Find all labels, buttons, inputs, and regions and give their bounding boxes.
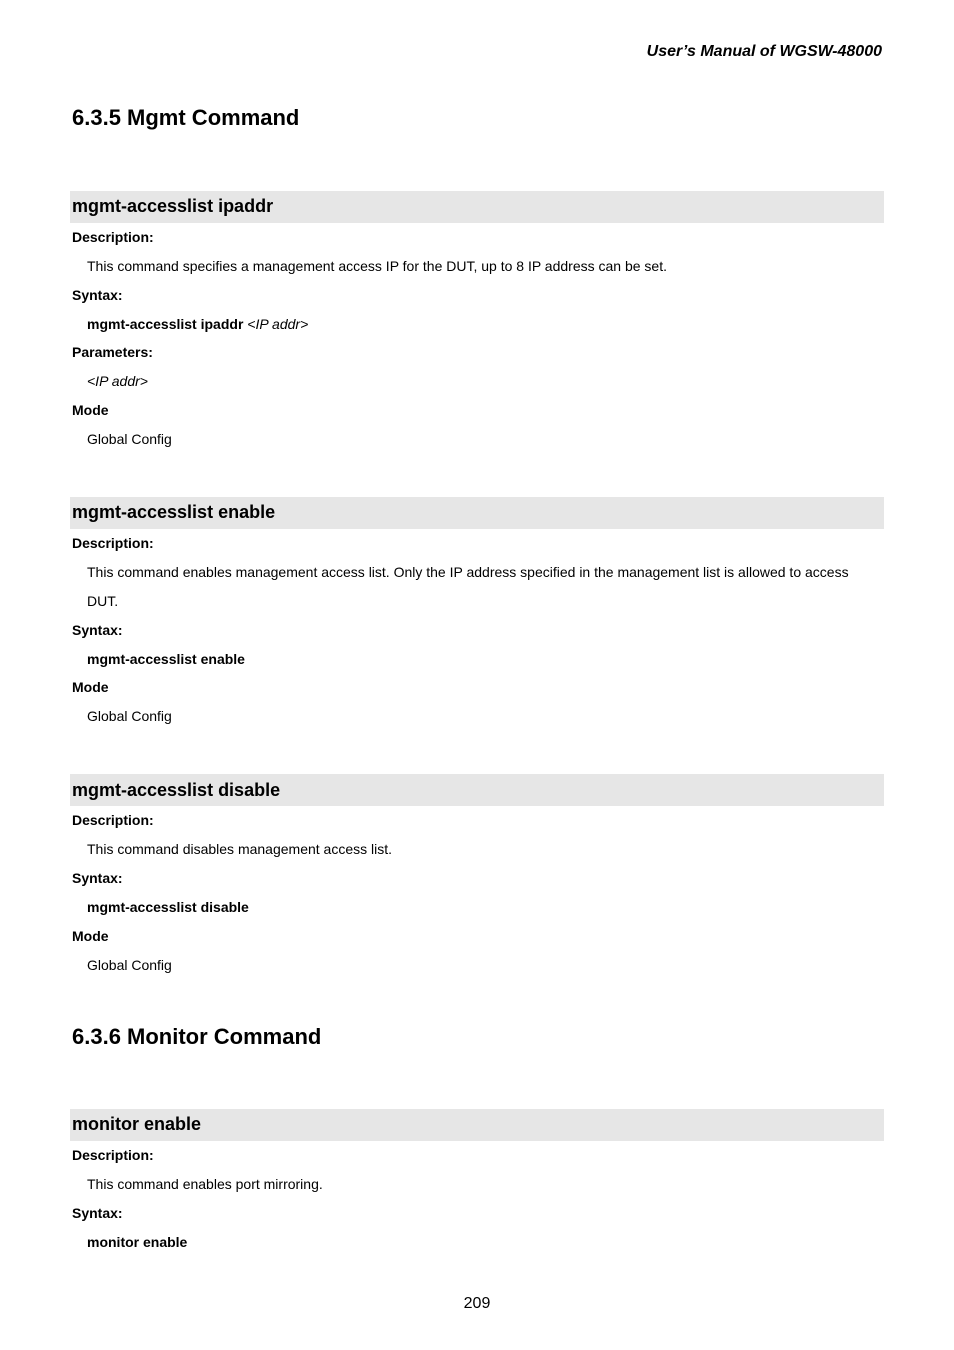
manual-title: User’s Manual of WGSW-48000: [646, 43, 882, 60]
syntax-command: mgmt-accesslist enable: [87, 651, 245, 667]
mode-label: Mode: [72, 402, 109, 418]
description-label: Description:: [72, 229, 154, 245]
description-label: Description:: [72, 812, 154, 828]
page-number: 209: [463, 1295, 491, 1312]
parameters-label: Parameters:: [72, 344, 153, 360]
mode-label: Mode: [72, 679, 109, 695]
section-heading-mgmt: 6.3.5 Mgmt Command: [72, 105, 300, 130]
description-label: Description:: [72, 535, 154, 551]
mode-text: Global Config: [87, 957, 172, 973]
description-text: This command disables management access list.: [87, 841, 393, 857]
description-text: This command enables port mirroring.: [87, 1176, 323, 1192]
command-title-enable: mgmt-accesslist enable: [72, 502, 276, 522]
mode-text: Global Config: [87, 708, 172, 724]
mode-label: Mode: [72, 928, 109, 944]
syntax-command: monitor enable: [87, 1234, 188, 1250]
syntax-command: mgmt-accesslist disable: [87, 899, 249, 915]
section-heading-monitor: 6.3.6 Monitor Command: [72, 1024, 322, 1049]
syntax-label: Syntax:: [72, 1205, 123, 1221]
command-title-ipaddr: mgmt-accesslist ipaddr: [72, 196, 274, 216]
command-title-monitor-enable: monitor enable: [72, 1114, 202, 1134]
command-title-disable: mgmt-accesslist disable: [72, 780, 281, 800]
description-text: This command enables management access list. Only the IP address specified in the management list is allowed to access: [87, 564, 849, 580]
syntax-command: mgmt-accesslist ipaddr: [87, 316, 244, 332]
mode-text: Global Config: [87, 431, 172, 447]
parameter-text: <IP addr>: [87, 373, 148, 389]
syntax-label: Syntax:: [72, 287, 123, 303]
description-text-continued: DUT.: [87, 593, 119, 609]
description-text: This command specifies a management access IP for the DUT, up to 8 IP address can be set.: [87, 258, 667, 274]
syntax-argument: <IP addr>: [247, 316, 309, 332]
syntax-label: Syntax:: [72, 622, 123, 638]
syntax-line: [87, 316, 308, 332]
syntax-label: Syntax:: [72, 870, 123, 886]
description-label: Description:: [72, 1147, 154, 1163]
